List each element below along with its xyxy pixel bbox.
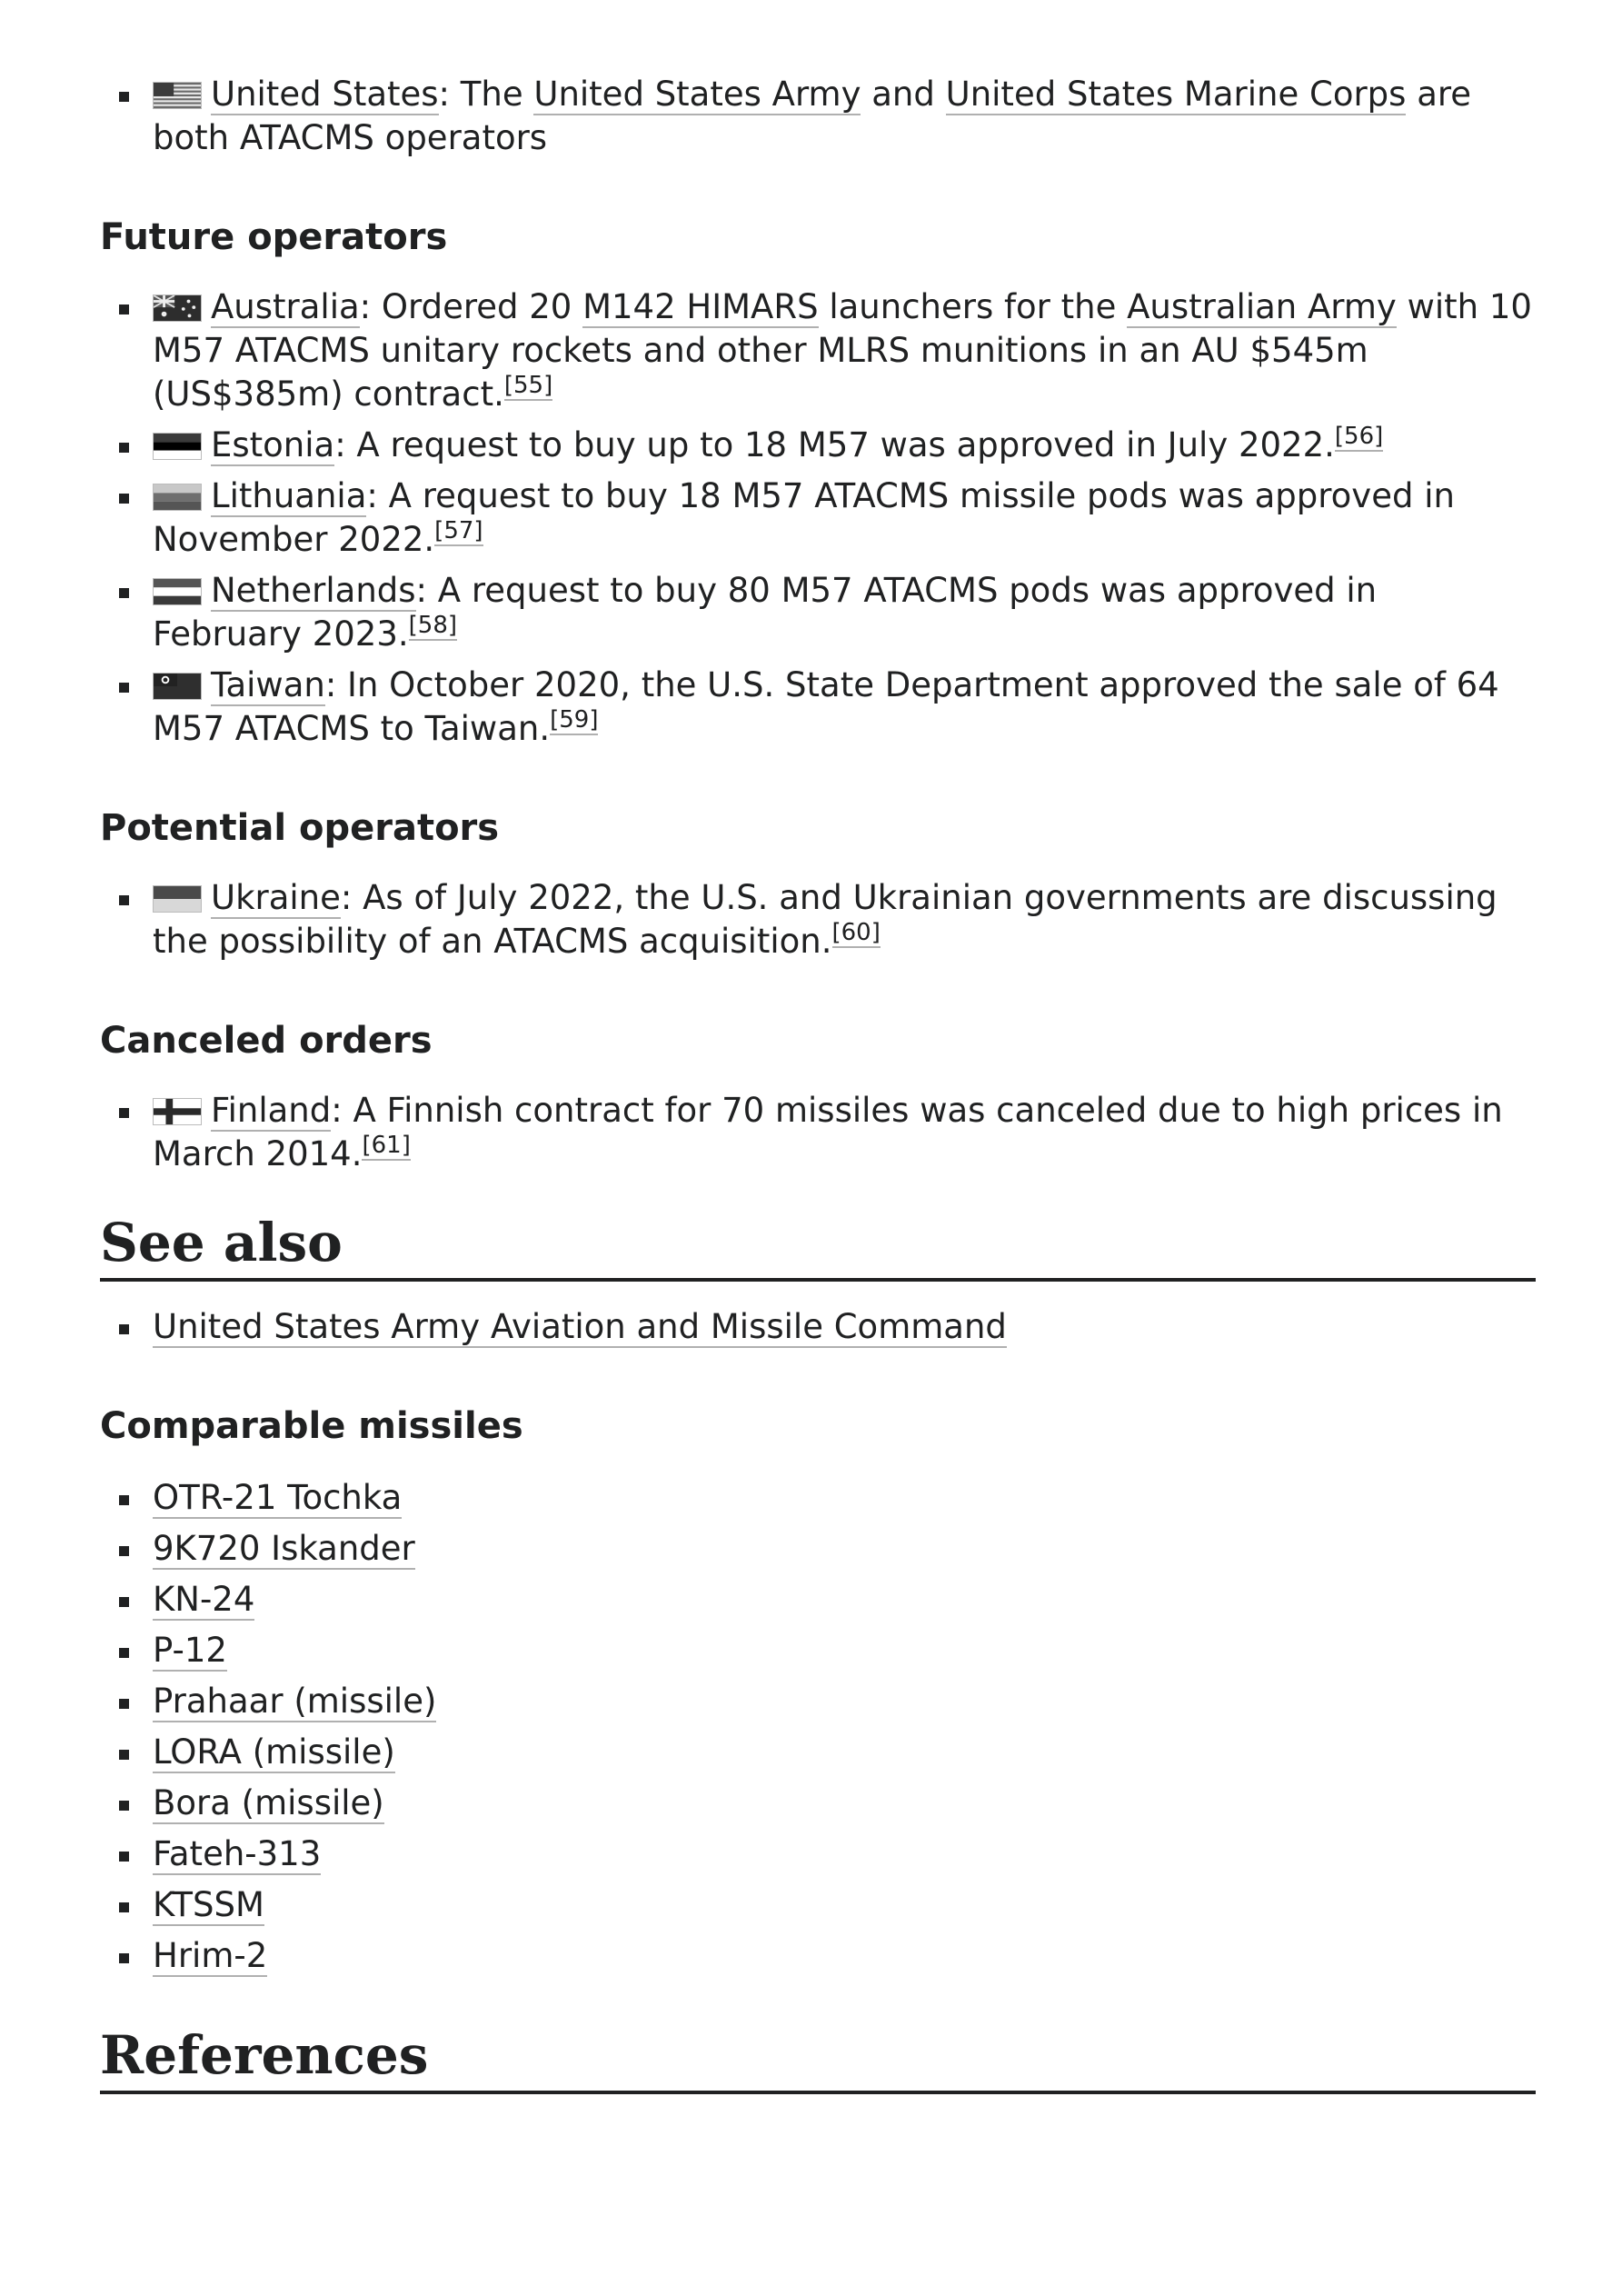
current-operators-list: [153, 73, 1536, 160]
text-segment: : In October 2020, the U.S. State Department approved the sale of 64 M57 ATACMS to Taiwan.: [153, 665, 1499, 748]
citation-link-56[interactable]: [56]: [1334, 423, 1384, 450]
article-content: [100, 73, 1536, 2094]
future-operators-list: [153, 285, 1536, 751]
canceled-orders-list: [153, 1089, 1536, 1176]
text-segment: : A request to buy 80 M57 ATACMS pods was approved in February 2023.: [153, 571, 1378, 654]
link-p-12[interactable]: P-12: [153, 1631, 227, 1670]
list-item-taiwan: [153, 664, 1536, 751]
citation: [1335, 423, 1383, 452]
list-item-netherlands: [153, 569, 1536, 656]
citation-link-61[interactable]: [61]: [362, 1132, 411, 1159]
citation-link-59[interactable]: [59]: [550, 706, 599, 734]
link-fateh-313[interactable]: Fateh-313: [153, 1834, 322, 1873]
canceled-orders-heading: Canceled orders: [100, 1020, 433, 1062]
link-united-states-marine-corps[interactable]: United States Marine Corps: [945, 75, 1407, 114]
see-also-list: [153, 1305, 1536, 1349]
future-operators-heading: Future operators: [100, 216, 448, 258]
link-taiwan[interactable]: Taiwan: [211, 665, 325, 704]
estonia-flag-icon: [153, 433, 202, 460]
text-segment: : A Finnish contract for 70 missiles was canceled due to high prices in March 2014.: [153, 1091, 1503, 1173]
list-item: [153, 1629, 1536, 1672]
link-hrim-2[interactable]: Hrim-2: [153, 1936, 268, 1975]
list-item: [153, 1731, 1536, 1774]
citation: [434, 517, 483, 546]
finland-flag-icon: [153, 1098, 202, 1125]
link-otr-21-tochka[interactable]: OTR-21 Tochka: [153, 1478, 403, 1517]
citation: [409, 612, 457, 641]
link-see-also-aviation-missile-command[interactable]: United States Army Aviation and Missile Command: [153, 1307, 1007, 1346]
list-item: [153, 1476, 1536, 1520]
link-lora[interactable]: LORA (missile): [153, 1732, 395, 1772]
list-item-estonia: [153, 424, 1536, 467]
text-segment: : The: [438, 75, 534, 114]
potential-operators-heading: Potential operators: [100, 807, 500, 849]
taiwan-flag-icon: [153, 673, 202, 700]
link-estonia[interactable]: Estonia: [211, 425, 335, 464]
link-m142-himars[interactable]: M142 HIMARS: [582, 287, 819, 326]
references-heading: References: [100, 2023, 1536, 2094]
citation: [362, 1132, 410, 1161]
text-segment: are both ATACMS operators: [153, 75, 1472, 157]
text-segment: and: [861, 75, 946, 114]
link-9k720-iskander[interactable]: 9K720 Iskander: [153, 1529, 415, 1568]
citation: [832, 919, 881, 948]
list-item: [153, 1832, 1536, 1876]
text-segment: : As of July 2022, the U.S. and Ukrainian governments are discussing the possibility of an ATACMS acquisition.: [153, 878, 1498, 961]
link-finland[interactable]: Finland: [211, 1091, 332, 1130]
text-segment: : Ordered 20: [359, 287, 583, 326]
us-flag-icon: [153, 82, 202, 109]
comparable-missiles-list: [153, 1476, 1536, 1978]
link-bora[interactable]: Bora (missile): [153, 1783, 384, 1822]
list-item-ukraine: [153, 876, 1536, 963]
text-segment: launchers for the: [818, 287, 1128, 326]
link-prahaar[interactable]: Prahaar (missile): [153, 1682, 437, 1721]
citation: [550, 706, 598, 735]
lithuania-flag-icon: [153, 484, 202, 511]
list-item-lithuania: [153, 474, 1536, 562]
australia-flag-icon: [153, 294, 202, 322]
list-item-united-states: [153, 73, 1536, 160]
comparable-missiles-heading: Comparable missiles: [100, 1405, 523, 1447]
citation-link-60[interactable]: [60]: [831, 919, 881, 946]
link-kn-24[interactable]: KN-24: [153, 1580, 255, 1619]
potential-operators-list: [153, 876, 1536, 963]
text-segment: : A request to buy up to 18 M57 was approved in July 2022.: [334, 425, 1335, 464]
list-item-finland: [153, 1089, 1536, 1176]
link-ukraine[interactable]: Ukraine: [211, 878, 341, 917]
list-item: [153, 1782, 1536, 1825]
link-australia[interactable]: Australia: [211, 287, 360, 326]
ukraine-flag-icon: [153, 885, 202, 913]
citation-link-57[interactable]: [57]: [434, 517, 483, 544]
list-item: [153, 1883, 1536, 1927]
citation-link-55[interactable]: [55]: [503, 372, 553, 399]
see-also-heading: See also: [100, 1211, 1536, 1282]
link-united-states[interactable]: United States: [211, 75, 439, 114]
list-item-australia: [153, 285, 1536, 416]
link-lithuania[interactable]: Lithuania: [211, 476, 367, 515]
list-item: [153, 1934, 1536, 1978]
list-item: [153, 1578, 1536, 1622]
list-item: [153, 1680, 1536, 1723]
text-segment: with 10 M57 ATACMS unitary rockets and other MLRS munitions in an AU $545m (US$385m) contract.: [153, 287, 1532, 414]
list-item: [153, 1527, 1536, 1571]
citation: [504, 372, 552, 401]
citation-link-58[interactable]: [58]: [408, 612, 458, 639]
link-ktssm[interactable]: KTSSM: [153, 1885, 264, 1924]
link-australian-army[interactable]: Australian Army: [1127, 287, 1397, 326]
link-netherlands[interactable]: Netherlands: [211, 571, 416, 610]
list-item: [153, 1305, 1536, 1349]
link-united-states-army[interactable]: United States Army: [533, 75, 861, 114]
text-segment: : A request to buy 18 M57 ATACMS missile pods was approved in November 2022.: [153, 476, 1455, 559]
netherlands-flag-icon: [153, 578, 202, 605]
